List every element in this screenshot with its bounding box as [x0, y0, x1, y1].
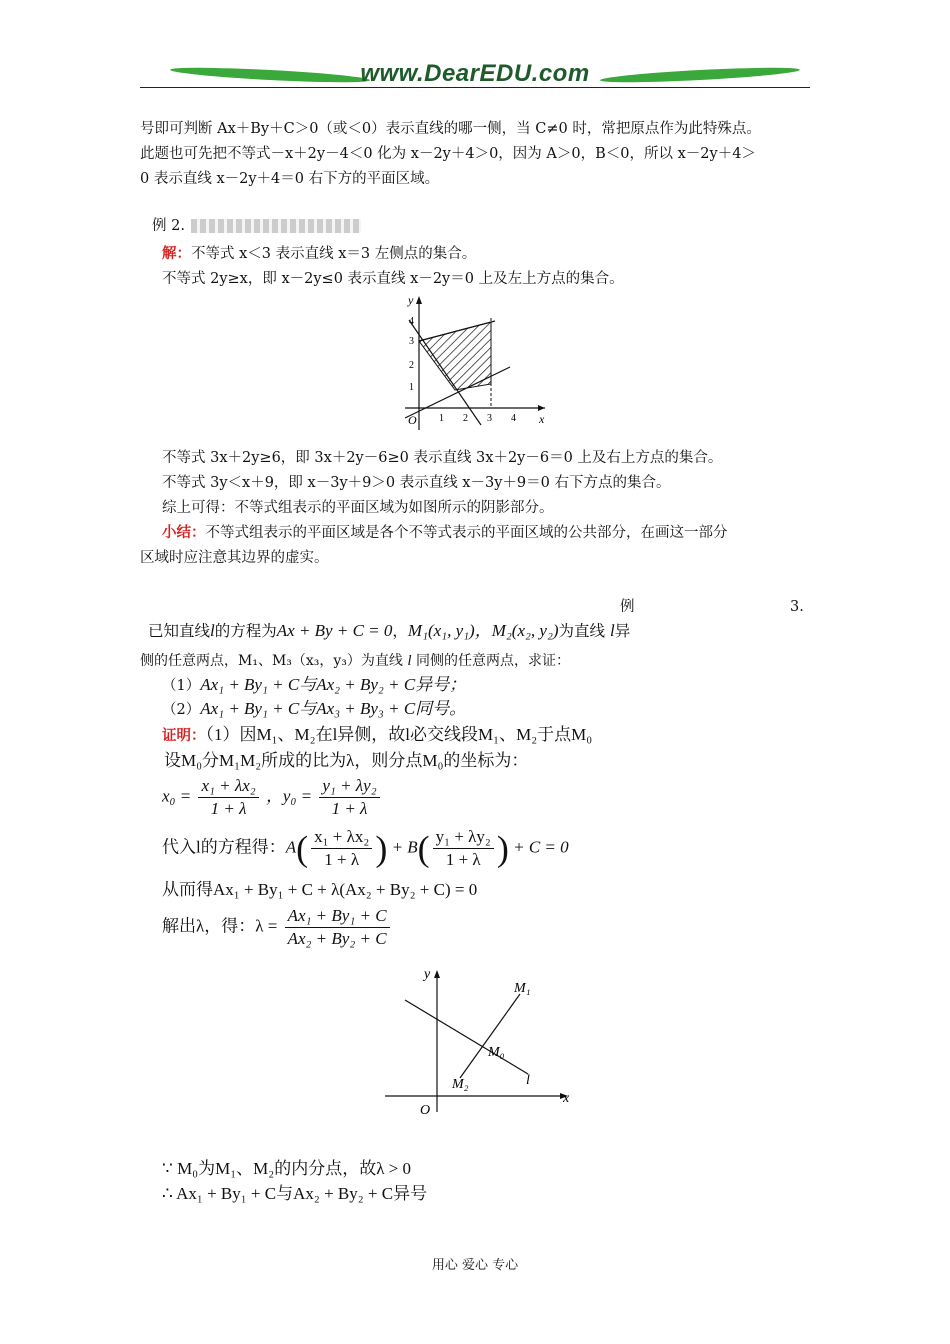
- claim2-expr: Ax₁ + By₁ + C与Ax₃ + By₃ + C同号。: [200, 699, 467, 718]
- intro-line-2: 此题也可先把不等式－x＋2y－4＜0 化为 x－2y＋4＞0，因为 A＞0，B＜0，所以 x－2y＋4＞: [140, 146, 756, 162]
- x0-fraction: [198, 775, 258, 820]
- sub-x-fraction: [311, 826, 372, 871]
- claim2-label: （2）: [162, 702, 201, 718]
- ex3-equation: Ax + By + C = 0: [276, 621, 393, 640]
- solution-line-5: 综上可得：不等式组表示的平面区域为如图所示的阴影部分。: [162, 500, 554, 516]
- header-banner: [140, 60, 810, 92]
- solution-line-2: 不等式 2y≥x，即 x－2y≤0 表示直线 x－2y＝0 上及左上方点的集合。: [162, 271, 624, 287]
- example2-inequality-system-image: [191, 219, 361, 233]
- intro-line-1: 号即可判断 Ax＋By＋C＞0（或＜0）表示直线的哪一侧，当 C≠0 时，常把原点作为此特殊点。: [140, 121, 761, 137]
- ex3-text-c: 为直线: [558, 622, 606, 640]
- example3-label-a: 例: [620, 599, 635, 615]
- lambda-line: [162, 905, 842, 955]
- fig2-y-tick-4: 4: [409, 316, 414, 327]
- y0-num: y₁ + λy₂: [319, 775, 379, 798]
- example2-label: 例 2.: [152, 218, 185, 234]
- sub-tail: + C = 0: [513, 837, 569, 857]
- example2-heading: [152, 215, 832, 237]
- fig3-x-label: x: [563, 1091, 570, 1106]
- ex3-text-b: 的方程为: [214, 622, 277, 640]
- fig3-origin: O: [420, 1103, 431, 1118]
- sub-x-num: x₁ + λx₂: [311, 826, 372, 849]
- substitution-line: 代入l的方程得：A( $\frac{\text{x₁ + λx₂}}{1 + \lambda}$ ) + B( $\frac{\text{y₁ + λy₂}}{1 + \lambda}$ ) + C = 0: [162, 827, 569, 869]
- coordinate-formulas: [162, 775, 842, 825]
- solution-line-1: 不等式 x＜3 表示直线 x＝3 左侧点的集合。: [191, 246, 477, 262]
- example3-line-2: [140, 650, 820, 672]
- y0-lhs: ，y₀ =: [265, 786, 313, 806]
- ex3-points: M₁(x₁, y₁)，M₂(x₂, y₂): [407, 621, 559, 640]
- fig2-y-tick-3: 3: [409, 336, 414, 347]
- y0-fraction: [319, 775, 379, 820]
- site-logo[interactable]: www.DearEDU.com: [360, 60, 590, 87]
- solution-line-3: 不等式 3x＋2y≥6，即 3x＋2y－6≥0 表示直线 3x＋2y－6＝0 上及右上方点的集合。: [162, 450, 723, 466]
- x0-den: 1 + λ: [210, 799, 247, 818]
- fig2-origin: O: [408, 413, 417, 427]
- solution-label: 解：: [162, 245, 191, 262]
- sub-y-fraction: [433, 826, 494, 871]
- sub-text: 代入l的方程得：: [162, 837, 286, 857]
- lambda-den: Ax₂ + By₂ + C: [287, 929, 387, 948]
- summary-line-2: 区域时应注意其边界的虚实。: [140, 550, 329, 566]
- solve-text: 解出λ，得：λ =: [162, 916, 278, 936]
- header-rule: [140, 87, 810, 88]
- ex3-l-2: l: [609, 621, 615, 640]
- because-line: ∵ M₀为M₁、M₂的内分点，故λ > 0: [162, 1159, 412, 1178]
- example3-label-b: 3.: [790, 599, 804, 615]
- fig2-y-tick-1: 1: [409, 382, 414, 393]
- example3-line-1: 已知直线l的方程为Ax + By + C = 0，M₁(x₁, y₁)，M₂(x₂, y₂)为直线 l异: [148, 621, 631, 640]
- summary-line-1: [162, 522, 842, 544]
- ex3-line2-a: 侧的任意两点，M₁、M₃（x₃，y₃）为直线: [140, 653, 403, 669]
- ex3-l: l: [210, 621, 215, 640]
- example3-figure: [380, 962, 580, 1122]
- x0-lhs: x₀ =: [162, 786, 192, 806]
- claim1-label: （1）: [162, 678, 201, 694]
- ex3-text-d: 异: [614, 622, 631, 640]
- example2-solution-line: [162, 243, 842, 265]
- proof-text-1: （1）因M₁、M₂在l异侧，故l必交线段M₁、M₂于点M₀: [205, 725, 593, 744]
- ex3-l-3: l: [407, 653, 412, 669]
- page-footer: 用心 爱心 专心: [431, 1258, 519, 1273]
- sub-y-den: 1 + λ: [445, 850, 481, 869]
- summary-text-1: 不等式组表示的平面区域是各个不等式表示的平面区域的公共部分，在画这一部分: [205, 525, 728, 541]
- claim-2: [162, 698, 842, 721]
- fig2-x-tick-1: 1: [439, 413, 444, 424]
- example2-figure: [395, 290, 555, 440]
- fig2-y-axis-label: y: [408, 293, 414, 307]
- sub-y-num: y₁ + λy₂: [433, 826, 494, 849]
- fig3-l: l: [526, 1073, 530, 1088]
- fig3-y-label: y: [424, 967, 431, 982]
- proof-line-2: 设M₀分M₁M₂所成的比为λ，则分点M₀的坐标为：: [164, 751, 529, 770]
- y0-den: 1 + λ: [331, 799, 368, 818]
- proof-label: 证明：: [162, 727, 206, 744]
- therefore-line: ∴ Ax₁ + By₁ + C与Ax₂ + By₂ + C异号: [162, 1184, 428, 1203]
- ex3-line2-b: 同侧的任意两点，求证：: [416, 653, 571, 669]
- fig3-M0: M₀: [488, 1045, 505, 1060]
- fig2-x-tick-2: 2: [463, 413, 468, 424]
- solution-line-4: 不等式 3y＜x＋9，即 x－3y＋9＞0 表示直线 x－3y＋9＝0 右下方点的集合。: [162, 475, 671, 491]
- claim1-expr: Ax₁ + By₁ + C与Ax₂ + By₂ + C异号；: [200, 675, 467, 694]
- fig3-M2: M₂: [452, 1077, 469, 1092]
- fig2-x-axis-label: x: [539, 412, 545, 426]
- fig3-M1: M₁: [514, 981, 531, 996]
- lambda-fraction: [285, 905, 390, 950]
- from-line: 从而得Ax₁ + By₁ + C + λ(Ax₂ + By₂ + C) = 0: [162, 880, 478, 899]
- fig2-y-tick-2: 2: [409, 360, 414, 371]
- proof-line-1: [162, 724, 842, 747]
- summary-label: 小结：: [162, 524, 206, 541]
- sub-x-den: 1 + λ: [324, 850, 360, 869]
- sub-A: A: [285, 837, 297, 857]
- x0-num: x₁ + λx₂: [198, 775, 258, 798]
- lambda-num: Ax₁ + By₁ + C: [285, 905, 390, 928]
- fig2-x-tick-3: 3: [487, 413, 492, 424]
- ex3-text-a: 已知直线: [148, 622, 211, 640]
- claim-1: [162, 674, 842, 697]
- sub-B: + B: [391, 837, 418, 857]
- fig2-x-tick-4: 4: [511, 413, 516, 424]
- intro-line-3: 0 表示直线 x－2y＋4＝0 右下方的平面区域。: [140, 171, 440, 187]
